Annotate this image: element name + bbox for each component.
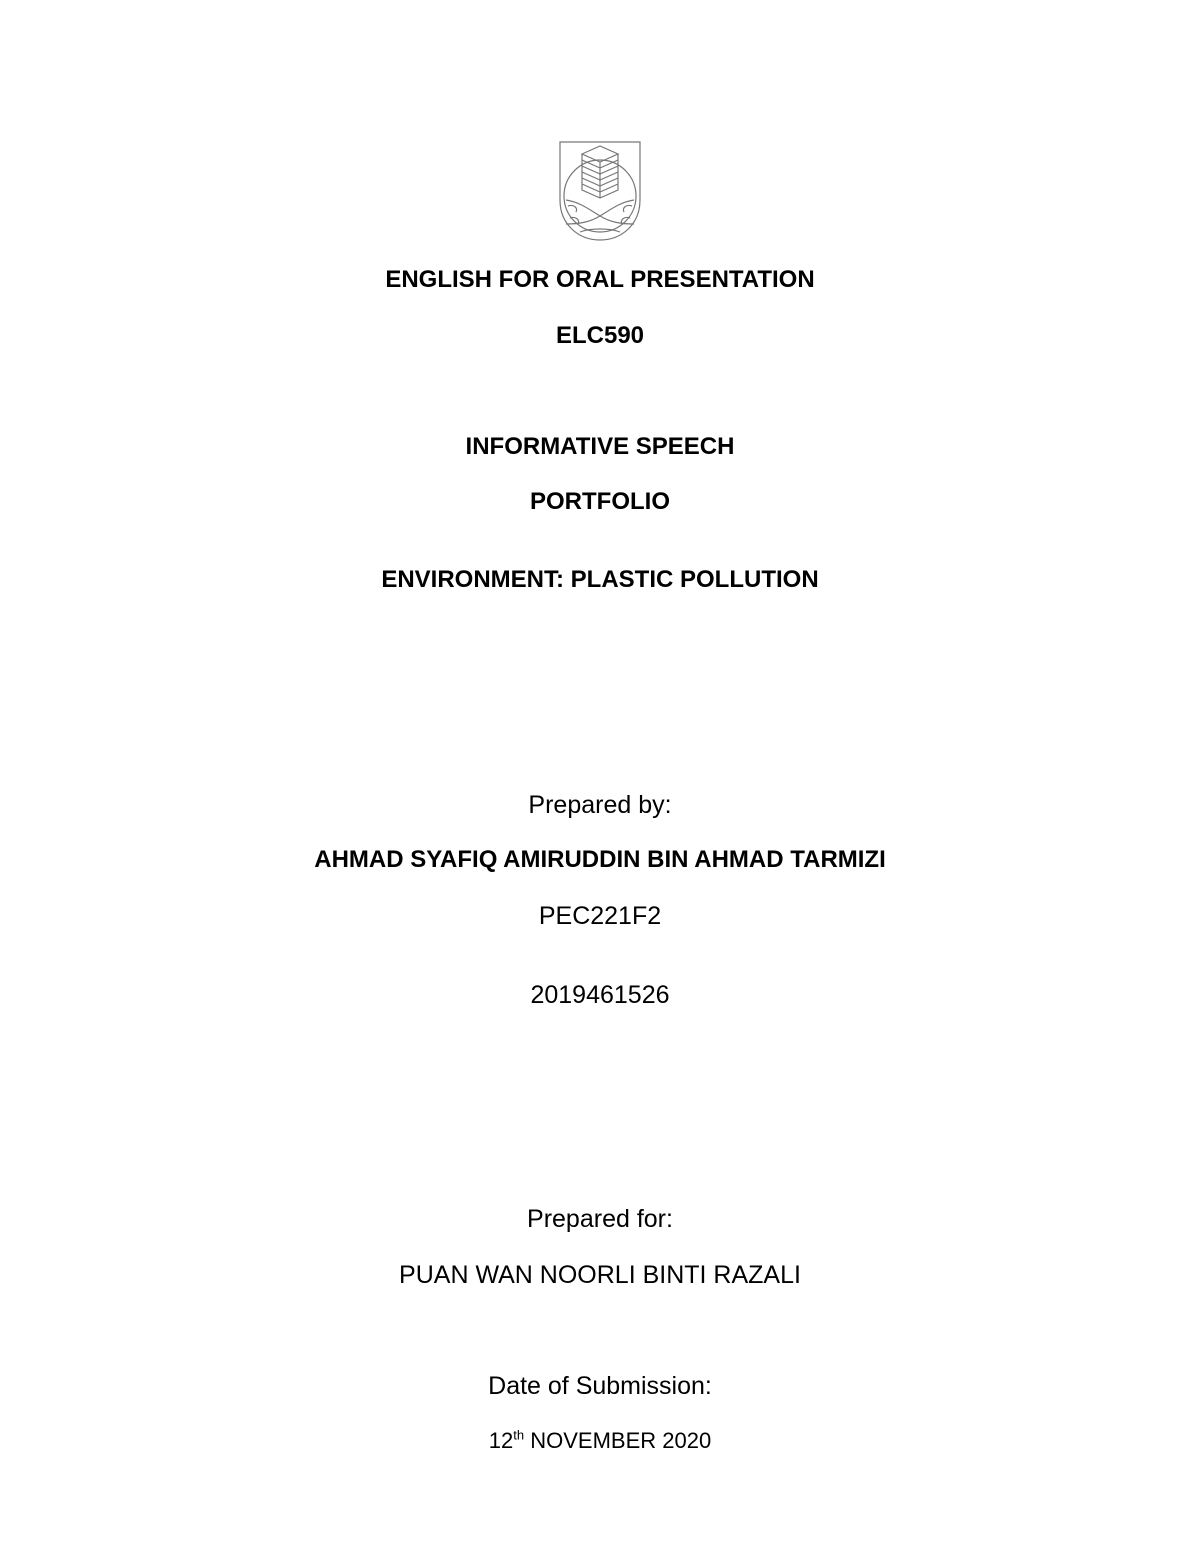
student-group: PEC221F2: [538, 902, 662, 930]
submission-date: [0, 1427, 1200, 1453]
submission-date-label: Date of Submission:: [488, 1372, 712, 1400]
student-id: 2019461526: [530, 981, 670, 1009]
prepared-for-label: Prepared for:: [527, 1205, 673, 1233]
prepared-by-label: Prepared by:: [528, 791, 672, 819]
submission-month-year: NOVEMBER 2020: [530, 1428, 712, 1453]
course-code: ELC590: [555, 322, 645, 349]
student-name: AHMAD SYAFIQ AMIRUDDIN BIN AHMAD TARMIZI: [314, 846, 886, 873]
assignment-topic: ENVIRONMENT: PLASTIC POLLUTION: [381, 566, 819, 593]
assignment-format: PORTFOLIO: [530, 488, 670, 515]
submission-day-ordinal: th: [513, 1427, 525, 1443]
submission-day: 12: [488, 1428, 514, 1453]
lecturer-name: PUAN WAN NOORLI BINTI RAZALI: [399, 1261, 801, 1289]
university-crest-icon: [556, 140, 644, 242]
assignment-type: INFORMATIVE SPEECH: [465, 433, 735, 460]
course-title: ENGLISH FOR ORAL PRESENTATION: [385, 266, 815, 293]
